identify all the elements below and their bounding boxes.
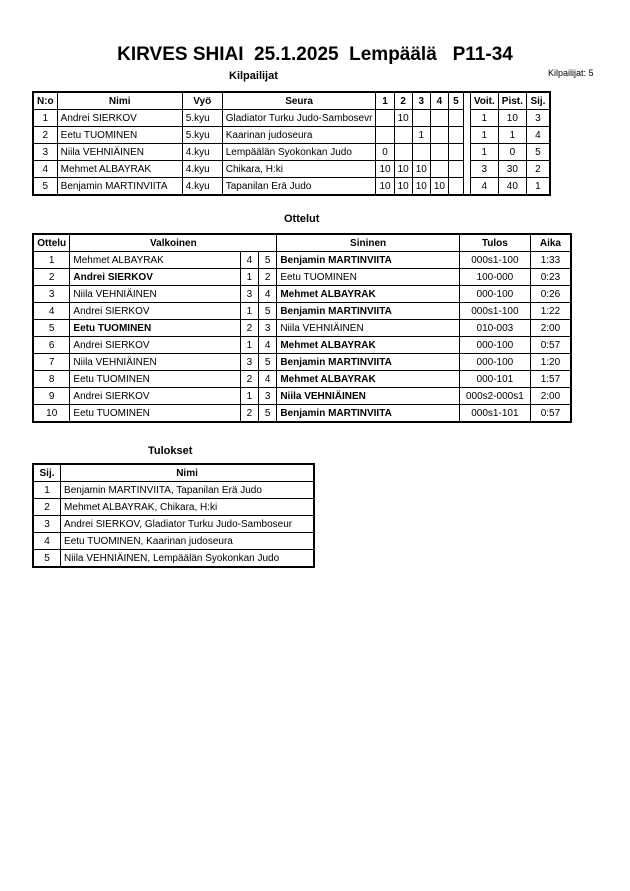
col-belt: Vyö [182,92,222,110]
competitor-gap [463,161,470,178]
competitor-place: 1 [526,178,550,196]
match-row [33,388,571,405]
col-time: Aika [530,234,571,252]
match-row [33,320,571,337]
competitor-name: Benjamin MARTINVIITA [57,178,182,196]
competitor-belt: 5.kyu [182,110,222,127]
col-r3: 3 [412,92,430,110]
competitor-no: 2 [33,127,57,144]
match-blue: Eetu TUOMINEN [277,269,460,286]
competitor-name: Andrei SIERKOV [57,110,182,127]
match-white-no: 1 [240,388,258,405]
match-blue: Mehmet ALBAYRAK [277,371,460,388]
match-blue-no: 2 [259,269,277,286]
match-blue-no: 4 [259,337,277,354]
col-r2: 2 [394,92,412,110]
result-name: Mehmet ALBAYRAK, Chikara, H:ki [61,499,314,516]
result-name: Benjamin MARTINVIITA, Tapanilan Erä Judo [61,482,314,499]
match-row [33,371,571,388]
competitor-club: Lempäälän Syokonkan Judo [222,144,376,161]
result-place: 5 [33,550,61,568]
match-blue: Benjamin MARTINVIITA [277,405,460,423]
competitor-belt: 4.kyu [182,144,222,161]
competitor-wins: 1 [470,127,498,144]
col-r1: 1 [376,92,394,110]
match-time: 1:20 [530,354,571,371]
result-name: Niila VEHNIÄINEN, Lempäälän Syokonkan Judo [61,550,314,568]
match-blue: Benjamin MARTINVIITA [277,354,460,371]
col-result-place: Sij. [33,464,61,482]
match-white: Andrei SIERKOV [70,269,240,286]
competitor-place: 5 [526,144,550,161]
match-time: 0:57 [530,405,571,423]
match-no: 9 [33,388,70,405]
result-row [33,516,314,533]
result-row [33,499,314,516]
match-white-no: 3 [240,354,258,371]
match-result: 000s1-101 [459,405,530,423]
match-row [33,337,571,354]
match-white-no: 2 [240,405,258,423]
result-name: Andrei SIERKOV, Gladiator Turku Judo-Samboseur [61,516,314,533]
competitor-place: 3 [526,110,550,127]
competitor-round-r2: 10 [394,178,412,196]
match-white-no: 1 [240,303,258,320]
match-no: 7 [33,354,70,371]
competitor-wins: 4 [470,178,498,196]
matches-header-row [33,234,571,252]
competitor-round-r1: 10 [376,178,394,196]
match-row [33,252,571,269]
competitor-club: Kaarinan judoseura [222,127,376,144]
competitor-round-r3: 1 [412,127,430,144]
competitor-round-r4 [430,127,448,144]
match-time: 2:00 [530,320,571,337]
match-blue: Benjamin MARTINVIITA [277,252,460,269]
match-white: Mehmet ALBAYRAK [70,252,240,269]
results-table [32,463,315,568]
competitor-round-r4 [430,161,448,178]
match-white: Andrei SIERKOV [70,388,240,405]
competitor-round-r3: 10 [412,161,430,178]
match-no: 4 [33,303,70,320]
competitor-round-r4 [430,144,448,161]
result-place: 4 [33,533,61,550]
match-blue: Mehmet ALBAYRAK [277,337,460,354]
match-white: Eetu TUOMINEN [70,405,240,423]
competitor-name: Eetu TUOMINEN [57,127,182,144]
competitor-round-r4 [430,110,448,127]
competitor-no: 5 [33,178,57,196]
match-no: 10 [33,405,70,423]
competitor-round-r3: 10 [412,178,430,196]
match-result: 000-100 [459,286,530,303]
match-result: 000-101 [459,371,530,388]
competitor-row [33,161,550,178]
competitor-round-r2: 10 [394,110,412,127]
col-blue: Sininen [277,234,460,252]
col-club: Seura [222,92,376,110]
competitor-round-r1: 10 [376,161,394,178]
competitor-gap [463,178,470,196]
matches-label: Ottelut [284,213,320,225]
match-row [33,286,571,303]
match-white: Andrei SIERKOV [70,303,240,320]
match-row [33,354,571,371]
competitor-name: Mehmet ALBAYRAK [57,161,182,178]
competitor-club: Tapanilan Erä Judo [222,178,376,196]
competitor-gap [463,127,470,144]
match-blue: Niila VEHNIÄINEN [277,388,460,405]
competitor-gap [463,144,470,161]
results-label: Tulokset [148,445,193,457]
competitor-belt: 4.kyu [182,178,222,196]
result-row [33,550,314,568]
competitor-wins: 3 [470,161,498,178]
match-time: 2:00 [530,388,571,405]
competitor-no: 3 [33,144,57,161]
competitors-table [32,91,551,196]
competitor-round-r2: 10 [394,161,412,178]
competitor-club: Chikara, H:ki [222,161,376,178]
match-row [33,405,571,423]
match-time: 1:22 [530,303,571,320]
result-row [33,533,314,550]
match-no: 5 [33,320,70,337]
result-place: 2 [33,499,61,516]
match-blue-no: 3 [259,320,277,337]
result-place: 1 [33,482,61,499]
competitor-belt: 5.kyu [182,127,222,144]
competitor-row [33,127,550,144]
competitor-points: 30 [498,161,526,178]
match-blue-no: 5 [259,405,277,423]
match-row [33,269,571,286]
match-result: 000s2-000s1 [459,388,530,405]
col-no: N:o [33,92,57,110]
competitor-row [33,144,550,161]
match-white-no: 4 [240,252,258,269]
result-place: 3 [33,516,61,533]
competitor-no: 4 [33,161,57,178]
match-time: 1:33 [530,252,571,269]
match-blue: Mehmet ALBAYRAK [277,286,460,303]
match-no: 8 [33,371,70,388]
col-white: Valkoinen [70,234,277,252]
match-result: 000-100 [459,337,530,354]
competitors-header-row [33,92,550,110]
competitor-round-r3 [412,144,430,161]
competitor-club: Gladiator Turku Judo-Sambosevr [222,110,376,127]
col-wins: Voit. [470,92,498,110]
match-blue-no: 4 [259,286,277,303]
competitor-place: 2 [526,161,550,178]
competitor-round-r1 [376,110,394,127]
match-blue-no: 5 [259,354,277,371]
competitor-round-r5 [448,110,463,127]
match-time: 0:57 [530,337,571,354]
competitor-wins: 1 [470,110,498,127]
competitor-round-r5 [448,178,463,196]
match-blue-no: 5 [259,303,277,320]
col-r4: 4 [430,92,448,110]
competitor-points: 40 [498,178,526,196]
competitor-wins: 1 [470,144,498,161]
competitor-round-r5 [448,127,463,144]
competitor-round-r1 [376,127,394,144]
competitor-name: Niila VEHNIÄINEN [57,144,182,161]
match-result: 000s1-100 [459,303,530,320]
col-gap [463,92,470,110]
match-time: 0:26 [530,286,571,303]
competitor-points: 1 [498,127,526,144]
match-row [33,303,571,320]
match-no: 1 [33,252,70,269]
competitor-belt: 4.kyu [182,161,222,178]
competitor-round-r5 [448,144,463,161]
competitor-points: 10 [498,110,526,127]
col-match: Ottelu [33,234,70,252]
matches-table [32,233,572,423]
match-no: 6 [33,337,70,354]
competitor-round-r5 [448,161,463,178]
competitor-count: Kilpailijat: 5 [548,68,594,78]
competitor-round-r2 [394,144,412,161]
page-title: KIRVES SHIAI 25.1.2025 Lempäälä P11-34 [117,44,513,65]
match-blue-no: 4 [259,371,277,388]
match-white-no: 2 [240,320,258,337]
col-r5: 5 [448,92,463,110]
result-name: Eetu TUOMINEN, Kaarinan judoseura [61,533,314,550]
competitor-round-r4: 10 [430,178,448,196]
match-blue: Niila VEHNIÄINEN [277,320,460,337]
results-header-row [33,464,314,482]
competitors-label: Kilpailijat [229,70,278,82]
match-white-no: 1 [240,269,258,286]
col-name: Nimi [57,92,182,110]
match-blue-no: 5 [259,252,277,269]
competitor-round-r3 [412,110,430,127]
competitor-row [33,110,550,127]
match-result: 010-003 [459,320,530,337]
col-result-name: Nimi [61,464,314,482]
match-blue: Benjamin MARTINVIITA [277,303,460,320]
match-time: 1:57 [530,371,571,388]
competitor-points: 0 [498,144,526,161]
col-place: Sij. [526,92,550,110]
match-white: Niila VEHNIÄINEN [70,354,240,371]
col-result: Tulos [459,234,530,252]
result-row [33,482,314,499]
match-white: Eetu TUOMINEN [70,371,240,388]
match-blue-no: 3 [259,388,277,405]
competitor-gap [463,110,470,127]
match-no: 2 [33,269,70,286]
match-time: 0:23 [530,269,571,286]
competitor-round-r2 [394,127,412,144]
match-result: 000-100 [459,354,530,371]
competitor-round-r1: 0 [376,144,394,161]
match-result: 100-000 [459,269,530,286]
match-no: 3 [33,286,70,303]
match-white: Eetu TUOMINEN [70,320,240,337]
match-white: Niila VEHNIÄINEN [70,286,240,303]
competitor-place: 4 [526,127,550,144]
match-white-no: 1 [240,337,258,354]
match-white-no: 2 [240,371,258,388]
competitor-row [33,178,550,196]
match-white: Andrei SIERKOV [70,337,240,354]
match-result: 000s1-100 [459,252,530,269]
col-points: Pist. [498,92,526,110]
competitor-no: 1 [33,110,57,127]
match-white-no: 3 [240,286,258,303]
